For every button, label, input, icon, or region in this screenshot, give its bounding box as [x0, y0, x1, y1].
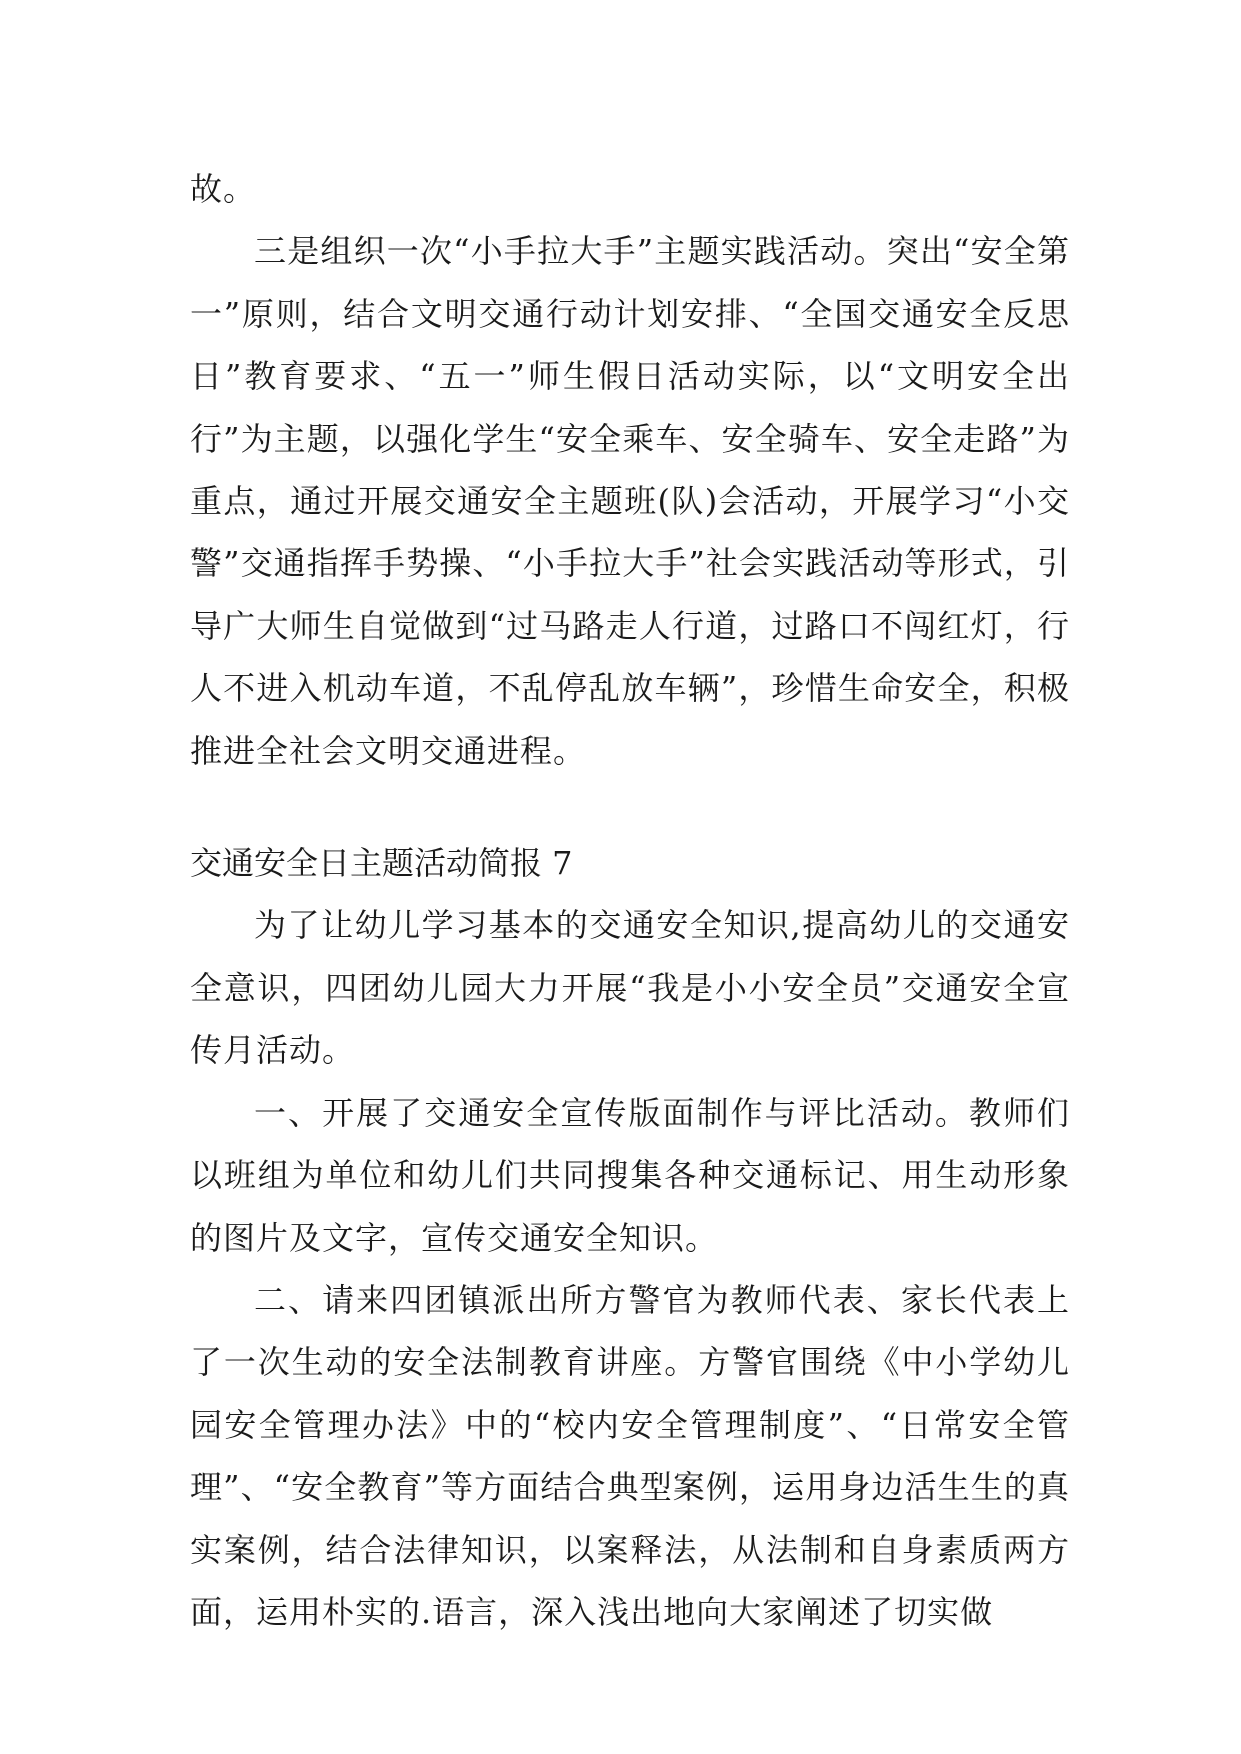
paragraph-item-two: 二、请来四团镇派出所方警官为教师代表、家长代表上了一次生动的安全法制教育讲座。方警官围绕《中小学幼儿园安全管理办法》中的“校内安全管理制度”、“日常安全管理”、“安全教育”等方面结合典型案例，运用身边活生生的真实案例，结合法律知识，以案释法，从法制和自身素质两方面，运用朴实的.语言，深入浅出地向大家阐述了切实做 — [190, 1280, 1070, 1631]
paragraph-practice-activity: 三是组织一次“小手拉大手”主题实践活动。突出“安全第一”原则，结合文明交通行动计划安排、“全国交通安全反思日”教育要求、“五一”师生假日活动实际，以“文明安全出行”为主题，以强化学生“安全乘车、安全骑车、安全走路”为重点，通过开展交通安全主题班(队)会活动，开展学习“小交警”交通指挥手势操、“小手拉大手”社会实践活动等形式，引导广大师生自觉做到“过马路走人行道，过路口不闯红灯，行人不进入机动车道，不乱停乱放车辆”，珍惜生命安全，积极推进全社会文明交通进程。 — [190, 232, 1070, 770]
paragraph-continuation: 故。 — [190, 170, 257, 208]
section-spacer — [190, 782, 1070, 832]
paragraph-item-one: 一、开展了交通安全宣传版面制作与评比活动。教师们以班组为单位和幼儿们共同搜集各种交通标记、用生动形象的图片及文字，宣传交通安全知识。 — [190, 1093, 1070, 1257]
document-body — [190, 158, 1070, 1643]
paragraph-intro: 为了让幼儿学习基本的交通安全知识,提高幼儿的交通安全意识，四团幼儿园大力开展“我是小小安全员”交通安全宣传月活动。 — [190, 906, 1070, 1070]
section-title: 交通安全日主题活动简报 7 — [190, 844, 573, 883]
